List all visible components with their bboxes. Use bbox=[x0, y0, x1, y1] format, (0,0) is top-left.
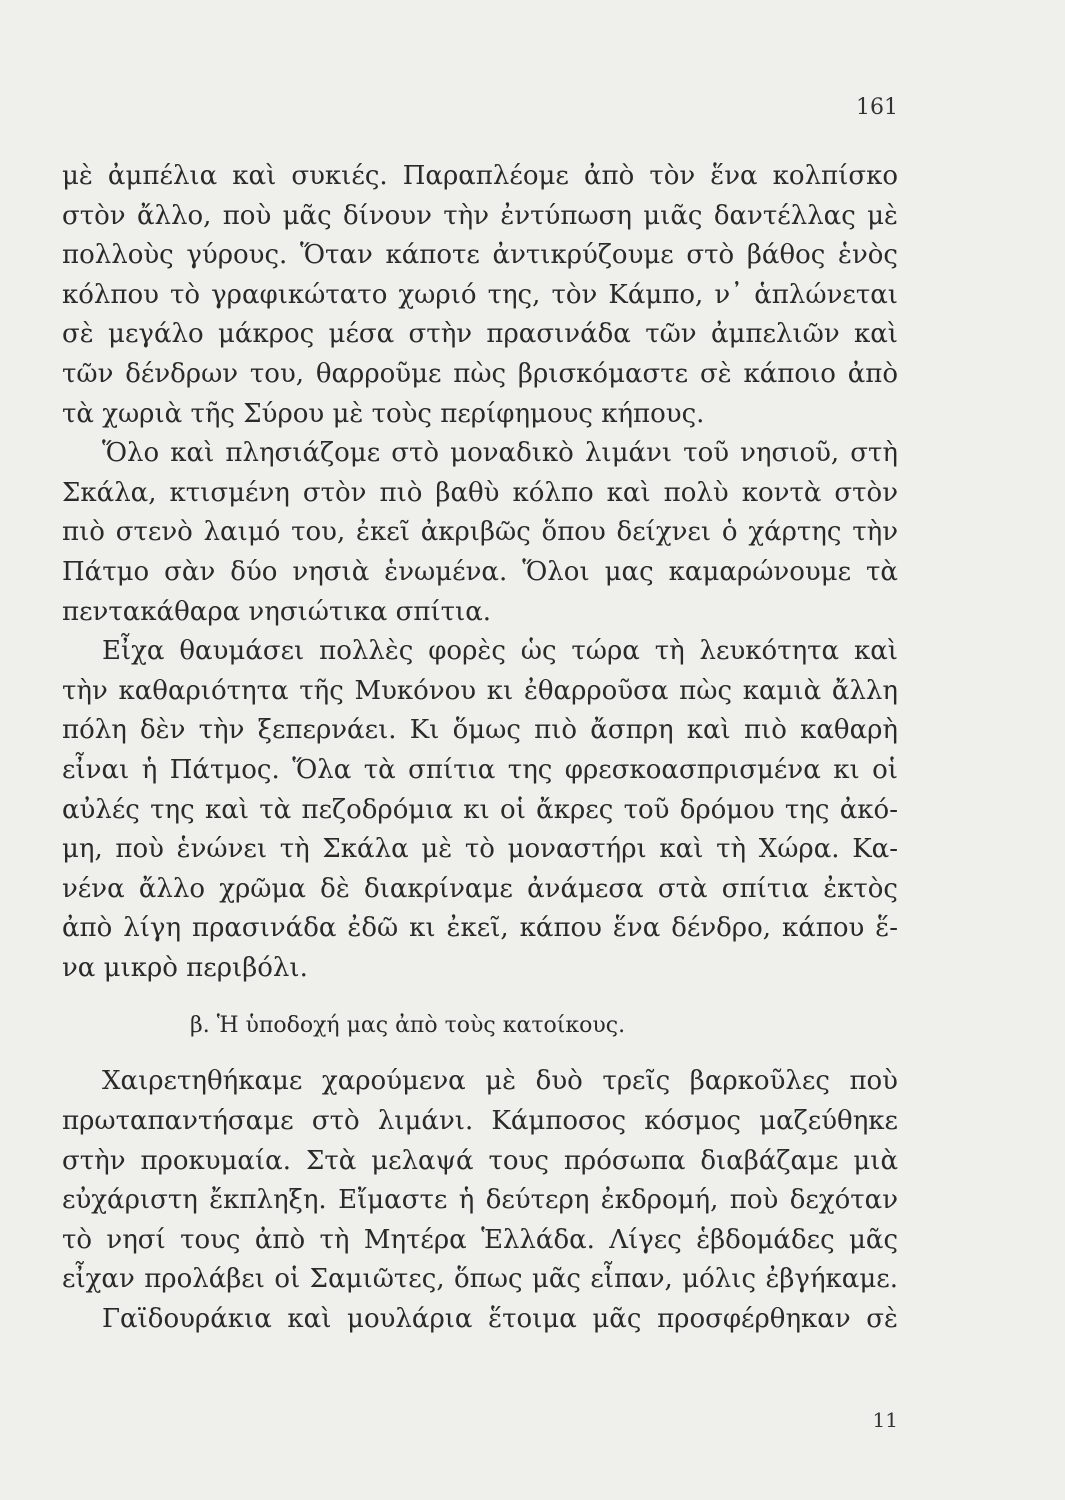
text-line: ἀπὸ λίγη πρασινάδα ἐδῶ κι ἐκεῖ, κάπου ἕνα δένδρο, κάπου ἕ- bbox=[62, 913, 898, 944]
text-line: εἶχαν προλάβει οἱ Σαμιῶτες, ὅπως μᾶς εἶπαν, μόλις ἐβγήκαμε. bbox=[62, 1264, 898, 1295]
text-line: μὲ ἀμπέλια καὶ συκιές. Παραπλέομε ἀπὸ τὸν ἕνα κολπίσκο bbox=[62, 161, 898, 191]
text-line: εἶναι ἡ Πάτμος. Ὅλα τὰ σπίτια της φρεσκοασπρισμένα κι οἱ bbox=[62, 754, 898, 785]
body-text bbox=[62, 157, 898, 1340]
text-line: Εἶχα θαυμάσει πολλὲς φορὲς ὡς τώρα τὴ λευκότητα καὶ bbox=[102, 636, 898, 667]
text-line: αὐλές της καὶ τὰ πεζοδρόμια κι οἱ ἄκρες τοῦ δρόμου της ἀκό- bbox=[62, 794, 898, 825]
text-line: Γαϊδουράκια καὶ μουλάρια ἕτοιμα μᾶς προσφέρθηκαν σὲ bbox=[102, 1304, 898, 1335]
text-line: πιὸ στενὸ λαιμό του, ἐκεῖ ἀκριβῶς ὅπου δείχνει ὁ χάρτης τὴν bbox=[62, 517, 898, 548]
text-line: τὰ χωριὰ τῆς Σύρου μὲ τοὺς περίφημους κήπους. bbox=[62, 398, 705, 429]
text-line: σὲ μεγάλο μάκρος μέσα στὴν πρασινάδα τῶν ἀμπελιῶν καὶ bbox=[62, 319, 898, 350]
text-line: Σκάλα, κτισμένη στὸν πιὸ βαθὺ κόλπο καὶ πολὺ κοντὰ στὸν bbox=[62, 477, 898, 508]
text-line: μη, ποὺ ἑνώνει τὴ Σκάλα μὲ τὸ μοναστήρι καὶ τὴ Χώρα. Κα- bbox=[62, 834, 898, 865]
text-line: τὸ νησί τους ἀπὸ τὴ Μητέρα Ἑλλάδα. Λίγες ἑβδομάδες μᾶς bbox=[62, 1224, 898, 1255]
text-line: Ὅλο καὶ πλησιάζομε στὸ μοναδικὸ λιμάνι τοῦ νησιοῦ, στὴ bbox=[102, 438, 898, 469]
text-line: να μικρὸ περιβόλι. bbox=[62, 952, 308, 983]
text-line: στὸν ἄλλο, ποὺ μᾶς δίνουν τὴν ἐντύπωση μιᾶς δαντέλλας μὲ bbox=[62, 200, 898, 231]
page-number: 161 bbox=[856, 95, 898, 120]
text-line: στὴν προκυμαία. Στὰ μελαψά τους πρόσωπα διαβάζαμε μιὰ bbox=[62, 1145, 898, 1176]
section-heading: β. Ἡ ὑποδοχή μας ἀπὸ τοὺς κατοίκους. bbox=[190, 1013, 626, 1039]
text-line: πολλοὺς γύρους. Ὅταν κάποτε ἀντικρύζουμε στὸ βάθος ἑνὸς bbox=[62, 240, 898, 271]
text-line: νένα ἄλλο χρῶμα δὲ διακρίναμε ἀνάμεσα στὰ σπίτια ἐκτὸς bbox=[62, 873, 898, 904]
text-line: πρωταπαντήσαμε στὸ λιμάνι. Κάμποσος κόσμος μαζεύθηκε bbox=[62, 1106, 898, 1137]
text-line: Χαιρετηθήκαμε χαρούμενα μὲ δυὸ τρεῖς βαρκοῦλες ποὺ bbox=[102, 1066, 898, 1097]
signature-mark: 11 bbox=[872, 1408, 898, 1432]
text-line: τῶν δένδρων του, θαρροῦμε πὼς βρισκόμαστε σὲ κάποιο ἀπὸ bbox=[62, 358, 898, 389]
text-line: πεντακάθαρα νησιώτικα σπίτια. bbox=[62, 596, 492, 627]
text-line: εὐχάριστη ἔκπληξη. Εἴμαστε ἡ δεύτερη ἐκδρομή, ποὺ δεχόταν bbox=[62, 1185, 898, 1216]
text-line: Πάτμο σὰν δύο νησιὰ ἑνωμένα. Ὅλοι μας καμαρώνουμε τὰ bbox=[62, 556, 898, 587]
text-line: κόλπου τὸ γραφικώτατο χωριό της, τὸν Κάμπο, ν᾿ ἁπλώνεται bbox=[62, 279, 898, 310]
text-line: τὴν καθαριότητα τῆς Μυκόνου κι ἐθαρροῦσα πὼς καμιὰ ἄλλη bbox=[62, 675, 898, 706]
text-line: πόλη δὲν τὴν ξεπερνάει. Κι ὅμως πιὸ ἄσπρη καὶ πιὸ καθαρὴ bbox=[62, 715, 898, 746]
